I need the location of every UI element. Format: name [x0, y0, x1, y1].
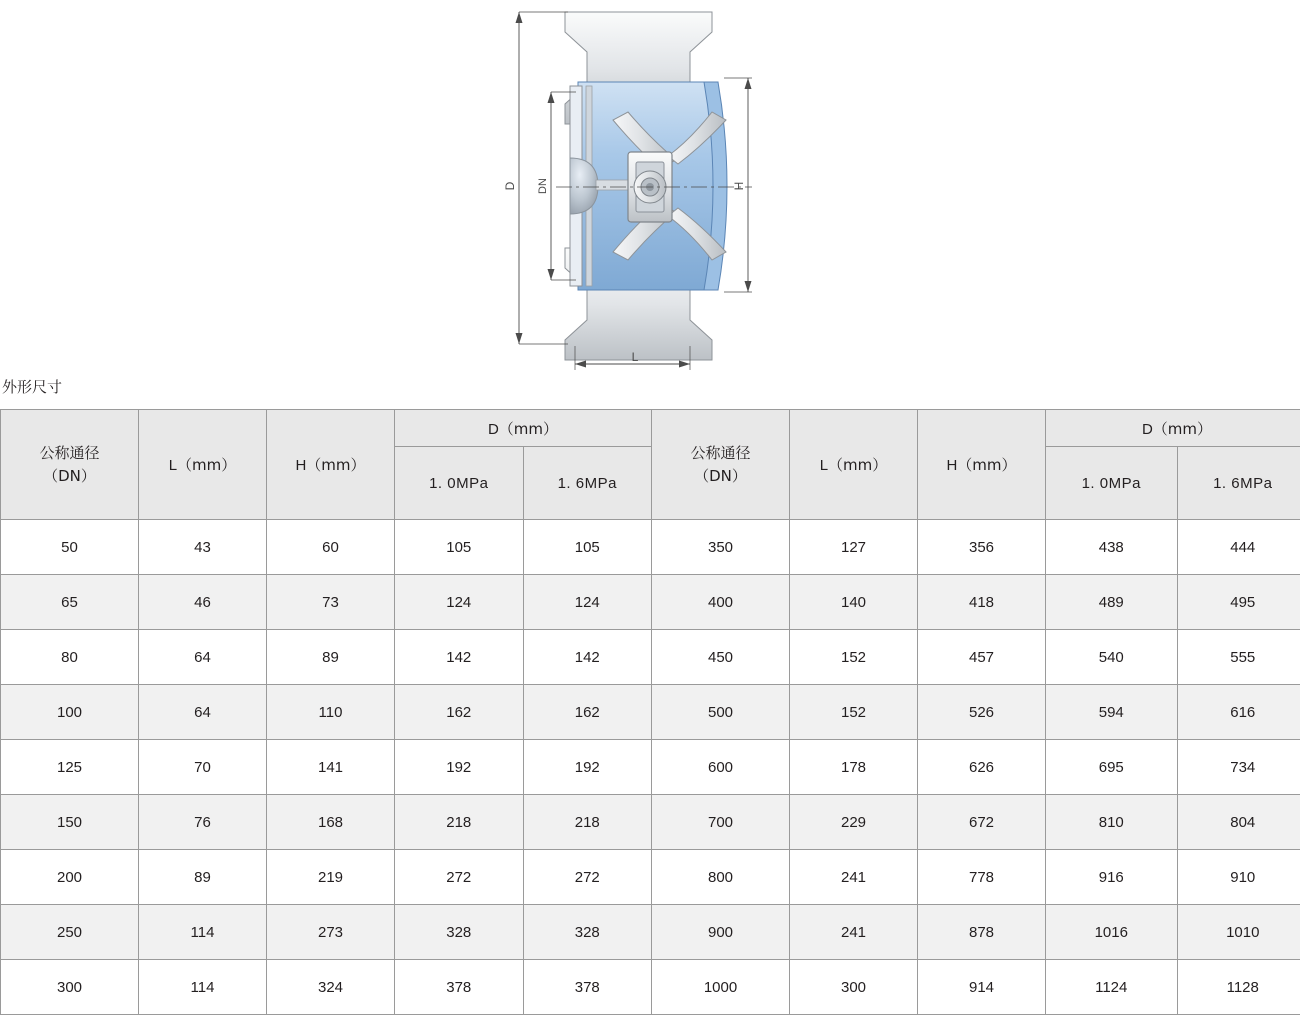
cell-d16-left: 328: [523, 905, 652, 960]
cell-h-right: 356: [918, 520, 1046, 575]
cell-l-left: 114: [139, 960, 267, 1015]
cell-d10-left: 192: [395, 740, 524, 795]
cell-d10-right: 1124: [1046, 960, 1178, 1015]
table-head: [1, 410, 1300, 520]
cell-d16-left: 192: [523, 740, 652, 795]
cell-d16-left: 124: [523, 575, 652, 630]
cell-d10-left: 162: [395, 685, 524, 740]
col-header-dn-left-line2: （DN）: [43, 466, 96, 485]
cell-l-right: 178: [790, 740, 918, 795]
cell-dn-left: 200: [1, 850, 139, 905]
col-header-d-left-unit: （mm）: [498, 419, 559, 438]
cell-dn-right: 900: [652, 905, 790, 960]
cell-dn-left: 65: [1, 575, 139, 630]
col-header-h-left-symbol: H: [295, 457, 307, 474]
cell-h-left: 73: [267, 575, 395, 630]
table-row: [1, 575, 1300, 630]
col-header-d-right-1p0: 1. 0MPa: [1046, 447, 1178, 520]
cell-l-right: 300: [790, 960, 918, 1015]
col-header-l-right: [790, 410, 918, 520]
dim-label-dn: DN: [537, 178, 549, 194]
col-header-dn-left: [1, 410, 139, 520]
col-header-dn-left-line1: 公称通径: [39, 444, 100, 462]
table-row: [1, 905, 1300, 960]
col-header-d-left: [395, 410, 652, 447]
cell-dn-right: 500: [652, 685, 790, 740]
table-row: [1, 630, 1300, 685]
table-row: [1, 740, 1300, 795]
cell-l-left: 43: [139, 520, 267, 575]
cell-d16-left: 272: [523, 850, 652, 905]
cell-d10-right: 810: [1046, 795, 1178, 850]
col-header-h-left-unit: （mm）: [306, 456, 366, 474]
cell-d16-right: 555: [1177, 630, 1300, 685]
cell-d10-left: 142: [395, 630, 524, 685]
cell-l-left: 76: [139, 795, 267, 850]
cell-dn-left: 150: [1, 795, 139, 850]
cell-h-right: 878: [918, 905, 1046, 960]
cell-d10-left: 218: [395, 795, 524, 850]
col-header-h-right-unit: （mm）: [957, 456, 1017, 474]
cell-h-right: 526: [918, 685, 1046, 740]
cell-h-left: 219: [267, 850, 395, 905]
cell-d16-right: 616: [1177, 685, 1300, 740]
col-header-l-left-symbol: L: [168, 457, 178, 474]
col-header-l-left: [139, 410, 267, 520]
cell-h-left: 110: [267, 685, 395, 740]
cell-h-right: 778: [918, 850, 1046, 905]
cell-h-left: 168: [267, 795, 395, 850]
cell-l-right: 140: [790, 575, 918, 630]
cell-d10-left: 272: [395, 850, 524, 905]
table-row: [1, 520, 1300, 575]
cell-dn-right: 700: [652, 795, 790, 850]
col-header-d-right: [1046, 410, 1300, 447]
cell-l-right: 127: [790, 520, 918, 575]
cell-l-right: 241: [790, 850, 918, 905]
col-header-d-right-1p6: 1. 6MPa: [1177, 447, 1300, 520]
cell-d10-right: 594: [1046, 685, 1178, 740]
cell-d10-right: 438: [1046, 520, 1178, 575]
table-row: [1, 960, 1300, 1015]
cell-h-right: 457: [918, 630, 1046, 685]
cell-dn-right: 1000: [652, 960, 790, 1015]
cell-d10-left: 328: [395, 905, 524, 960]
cell-l-right: 229: [790, 795, 918, 850]
cell-l-left: 89: [139, 850, 267, 905]
cell-dn-left: 250: [1, 905, 139, 960]
cell-d16-right: 804: [1177, 795, 1300, 850]
dim-label-h: H: [732, 181, 746, 191]
cell-l-right: 152: [790, 685, 918, 740]
cell-h-left: 89: [267, 630, 395, 685]
cell-l-left: 114: [139, 905, 267, 960]
col-header-d-left-1p6: 1. 6MPa: [523, 447, 652, 520]
cell-h-left: 60: [267, 520, 395, 575]
cell-dn-left: 125: [1, 740, 139, 795]
cell-dn-left: 80: [1, 630, 139, 685]
col-header-l-right-symbol: L: [819, 457, 829, 474]
cell-d16-right: 910: [1177, 850, 1300, 905]
col-header-dn-right-line1: 公称通径: [690, 444, 751, 462]
cell-h-right: 418: [918, 575, 1046, 630]
cell-d16-left: 105: [523, 520, 652, 575]
cell-dn-left: 300: [1, 960, 139, 1015]
cell-d16-left: 162: [523, 685, 652, 740]
cell-h-right: 914: [918, 960, 1046, 1015]
cell-d16-left: 378: [523, 960, 652, 1015]
dim-label-d-outer: D: [503, 181, 517, 191]
cell-d16-left: 142: [523, 630, 652, 685]
col-header-l-right-unit: （mm）: [828, 456, 888, 474]
cell-dn-right: 800: [652, 850, 790, 905]
col-header-h-right: [918, 410, 1046, 520]
cell-dn-right: 450: [652, 630, 790, 685]
cell-h-left: 141: [267, 740, 395, 795]
col-header-d-left-1p0: 1. 0MPa: [395, 447, 524, 520]
cell-h-right: 626: [918, 740, 1046, 795]
table-row: [1, 685, 1300, 740]
cell-d16-right: 1010: [1177, 905, 1300, 960]
cell-d10-right: 1016: [1046, 905, 1178, 960]
table-header-row-1: [1, 410, 1300, 447]
cell-l-left: 70: [139, 740, 267, 795]
cell-l-left: 64: [139, 685, 267, 740]
cell-l-right: 152: [790, 630, 918, 685]
col-header-d-left-symbol: D: [487, 420, 499, 438]
cell-d10-right: 695: [1046, 740, 1178, 795]
cell-dn-right: 350: [652, 520, 790, 575]
col-header-l-left-unit: （mm）: [177, 456, 237, 474]
cell-d10-right: 916: [1046, 850, 1178, 905]
table-row: [1, 850, 1300, 905]
dimensions-table: [0, 409, 1300, 1015]
cell-l-left: 46: [139, 575, 267, 630]
valve-section-drawing: [0, 0, 1300, 375]
cell-d16-right: 1128: [1177, 960, 1300, 1015]
cell-h-left: 273: [267, 905, 395, 960]
col-header-h-right-symbol: H: [946, 457, 958, 474]
cell-dn-left: 100: [1, 685, 139, 740]
cell-d10-right: 489: [1046, 575, 1178, 630]
cell-d16-left: 218: [523, 795, 652, 850]
dim-label-l: L: [631, 350, 639, 364]
cell-d10-left: 105: [395, 520, 524, 575]
cell-l-left: 64: [139, 630, 267, 685]
dimension-d-outer: [503, 12, 568, 344]
table-body: [1, 520, 1300, 1015]
cell-d10-left: 124: [395, 575, 524, 630]
cell-l-right: 241: [790, 905, 918, 960]
cell-h-left: 324: [267, 960, 395, 1015]
cell-h-right: 672: [918, 795, 1046, 850]
cell-d16-right: 495: [1177, 575, 1300, 630]
col-header-d-right-unit: （mm）: [1152, 419, 1213, 438]
col-header-dn-right-line2: （DN）: [694, 466, 747, 485]
page-title: 外形尺寸: [2, 378, 63, 396]
cell-d10-right: 540: [1046, 630, 1178, 685]
col-header-d-right-symbol: D: [1141, 420, 1153, 438]
cell-dn-left: 50: [1, 520, 139, 575]
cell-d16-right: 734: [1177, 740, 1300, 795]
table-row: [1, 795, 1300, 850]
col-header-h-left: [267, 410, 395, 520]
cell-d16-right: 444: [1177, 520, 1300, 575]
dimension-h: [724, 78, 752, 292]
cell-dn-right: 400: [652, 575, 790, 630]
valve-drawing: [0, 0, 1300, 375]
cell-dn-right: 600: [652, 740, 790, 795]
cell-d10-left: 378: [395, 960, 524, 1015]
col-header-dn-right: [652, 410, 790, 520]
